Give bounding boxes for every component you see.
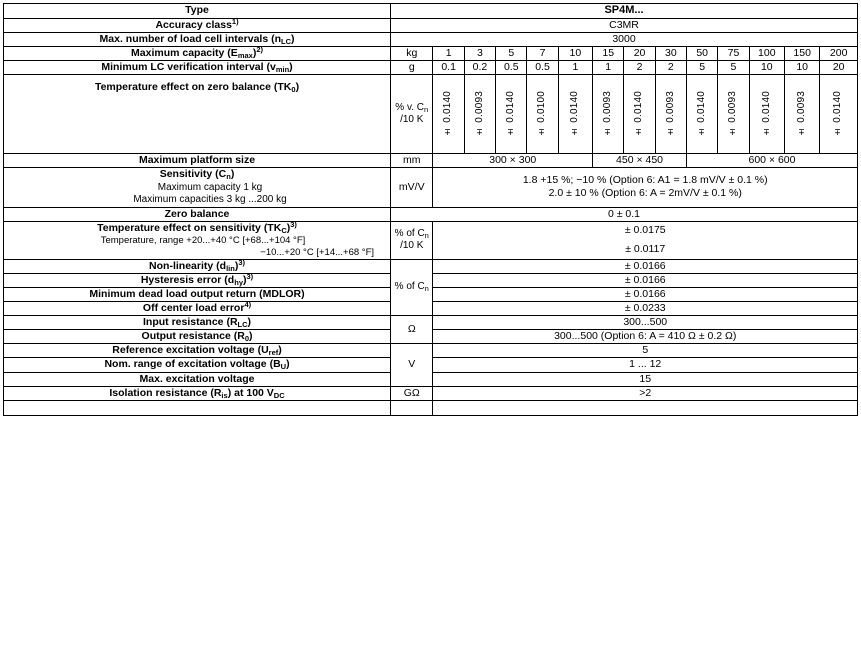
tk0-value: ± 0.0093 <box>727 91 739 138</box>
off-center-label-pre: Off center load error <box>142 301 245 314</box>
row-unit-errors <box>391 259 433 316</box>
table-row-platform-size <box>4 154 858 168</box>
row-label-zero-balance: Zero balance <box>4 207 391 221</box>
vmin-label-pre: Minimum LC verification interval (v <box>101 61 276 74</box>
reference-excitation-label-post: ) <box>278 344 282 357</box>
table-row-partial <box>4 400 858 415</box>
reference-excitation-label-pre: Reference excitation voltage (U <box>112 344 269 357</box>
tk0-cell <box>496 75 527 154</box>
row-label-input-resistance <box>4 316 391 330</box>
row-label-output-resistance <box>4 330 391 344</box>
row-value-mdlor: ± 0.0166 <box>433 287 858 301</box>
input-resistance-label-sub: LC <box>237 320 248 329</box>
sensitivity-value-line1: 1.8 +15 %; −10 % (Option 6: A1 = 1.8 mV/V ± 0.1 %) <box>522 174 768 187</box>
tk0-cell <box>464 75 495 154</box>
vmin-cell: 1 <box>593 61 624 75</box>
tk0-value: ± 0.0093 <box>473 91 485 138</box>
vmin-cell: 0.2 <box>464 61 495 75</box>
capacity-cell: 5 <box>496 47 527 61</box>
tk0-value: ± 0.0093 <box>664 91 676 138</box>
row-unit-vmin: g <box>391 61 433 75</box>
nominal-excitation-label-sub: U <box>280 362 287 372</box>
max-capacity-label-pre: Maximum capacity (E <box>131 47 238 59</box>
row-value-nominal-excitation-range: 1 ... 12 <box>433 358 858 372</box>
row-value-lc-intervals: 3000 <box>391 32 858 46</box>
vmin-label-post: ) <box>289 61 293 74</box>
lc-intervals-label-pre: Max. number of load cell intervals (n <box>99 32 281 45</box>
tk0-value: ± 0.0140 <box>569 91 581 138</box>
row-value-non-linearity: ± 0.0166 <box>433 259 858 273</box>
tkc-label-sub: C <box>281 225 287 235</box>
capacity-cell: 200 <box>820 47 858 61</box>
max-capacity-label-sub: max <box>237 51 253 60</box>
table-row-tkc <box>4 221 858 240</box>
tk0-value: ± 0.0140 <box>760 91 772 138</box>
table-row-vmin <box>4 61 858 75</box>
tk0-cell <box>718 75 749 154</box>
tk0-cell <box>687 75 718 154</box>
max-capacity-footnote-marker: 2) <box>256 45 263 54</box>
capacity-cell: 150 <box>784 47 819 61</box>
table-row-tk0 <box>4 75 858 154</box>
row-value-sensitivity <box>433 168 858 207</box>
row-value-input-resistance: 300...500 <box>433 316 858 330</box>
row-value-tkc-1: ± 0.0175 <box>433 221 858 240</box>
row-unit-sensitivity: mV/V <box>391 168 433 207</box>
capacity-cell: 100 <box>749 47 784 61</box>
row-value-output-resistance: 300...500 (Option 6: A = 410 Ω ± 0.2 Ω) <box>433 330 858 344</box>
isolation-label-pre: Isolation resistance (R <box>109 386 222 399</box>
accuracy-label-text: Accuracy class <box>155 18 232 31</box>
row-value-max-excitation: 15 <box>433 372 858 386</box>
specification-table <box>3 3 858 416</box>
input-resistance-label-pre: Input resistance (R <box>143 316 238 328</box>
tk0-value: ± 0.0140 <box>695 91 707 138</box>
tkc-footnote-marker: 3) <box>290 219 297 229</box>
row-label-off-center-load <box>4 301 391 315</box>
row-unit-resistance: Ω <box>391 316 433 344</box>
tk0-cell <box>433 75 464 154</box>
vmin-cell: 1 <box>558 61 592 75</box>
table-row-lc-intervals <box>4 32 858 46</box>
table-row-accuracy-class <box>4 18 858 32</box>
tk0-cell <box>558 75 592 154</box>
isolation-label-post: ) at 100 V <box>227 386 274 399</box>
tkc-range-1: Temperature, range +20...+40 °C [+68...+104 °F] <box>100 234 306 246</box>
row-unit-isolation-resistance: GΩ <box>391 386 433 400</box>
row-value-reference-excitation: 5 <box>433 344 858 358</box>
hysteresis-label-sub: hy <box>234 277 243 287</box>
row-label-hysteresis <box>4 273 391 287</box>
row-value-isolation-resistance: >2 <box>433 386 858 400</box>
platform-size-cell: 600 × 600 <box>687 154 858 168</box>
vmin-cell: 0.5 <box>527 61 558 75</box>
nominal-excitation-label-pre: Nom. range of excitation voltage (B <box>104 358 281 371</box>
sensitivity-sublabel-2: Maximum capacities 3 kg ...200 kg <box>133 194 287 205</box>
row-label-lc-intervals <box>4 32 391 46</box>
sensitivity-label-sub: n <box>226 172 231 182</box>
row-label-tk0 <box>4 75 391 154</box>
isolation-label-sub: is <box>221 390 228 400</box>
row-label-platform-size: Maximum platform size <box>4 154 391 168</box>
capacity-cell: 20 <box>624 47 655 61</box>
vmin-cell: 2 <box>624 61 655 75</box>
sensitivity-label-main <box>160 168 235 180</box>
row-label-sensitivity <box>4 168 391 207</box>
capacity-cell: 50 <box>687 47 718 61</box>
tk0-label-post: ) <box>295 81 300 94</box>
row-unit-tkc <box>391 221 433 259</box>
tkc-label-post: ) <box>286 221 291 234</box>
tk0-unit-line1: % v. C <box>395 101 425 113</box>
tk0-value: ± 0.0140 <box>832 91 844 138</box>
vmin-cell: 2 <box>655 61 686 75</box>
row-label-vmin <box>4 61 391 75</box>
row-unit-platform-size: mm <box>391 154 433 168</box>
tk0-cell <box>655 75 686 154</box>
tk0-cell <box>749 75 784 154</box>
vmin-cell: 10 <box>749 61 784 75</box>
hysteresis-label-pre: Hysteresis error (d <box>140 273 235 286</box>
non-linearity-label-sub: lin <box>226 263 235 273</box>
row-label-tkc <box>4 221 391 259</box>
table-row-input-resistance <box>4 316 858 330</box>
row-label-max-excitation: Max. excitation voltage <box>4 372 391 386</box>
table-row-zero-balance <box>4 207 858 221</box>
isolation-label-sub2: DC <box>273 390 285 400</box>
max-capacity-label-post: ) <box>252 47 257 59</box>
accuracy-footnote-marker: 1) <box>231 16 239 26</box>
non-linearity-footnote-marker: 3) <box>238 257 245 267</box>
tk0-unit-sub: n <box>424 104 429 114</box>
hysteresis-label-post: ) <box>243 273 247 286</box>
table-row-isolation-resistance <box>4 386 858 400</box>
table-row-max-capacity <box>4 47 858 61</box>
tkc-unit-sub: n <box>424 230 429 240</box>
row-label-type: Type <box>4 4 391 19</box>
row-value-tkc-2: ± 0.0117 <box>433 240 858 259</box>
row-value-off-center-load: ± 0.0233 <box>433 301 858 315</box>
sensitivity-label-pre: Sensitivity (C <box>159 168 227 181</box>
tk0-value: ± 0.0093 <box>601 91 613 138</box>
input-resistance-label-post: ) <box>247 316 252 328</box>
capacity-cell: 1 <box>433 47 464 61</box>
vmin-cell: 0.5 <box>496 61 527 75</box>
row-label-mdlor: Minimum dead load output return (MDLOR) <box>4 287 391 301</box>
hysteresis-footnote-marker: 3) <box>246 271 254 281</box>
tkc-unit-line1: % of C <box>394 227 425 239</box>
tk0-unit-line2: /10 K <box>400 114 424 126</box>
platform-size-cell: 300 × 300 <box>433 154 593 168</box>
row-unit-voltage: V <box>391 344 433 386</box>
tkc-label-pre: Temperature effect on sensitivity (TK <box>97 221 282 234</box>
sensitivity-sublabel-1: Maximum capacity 1 kg <box>157 181 263 193</box>
row-value-accuracy-class: C3MR <box>391 18 858 32</box>
row-unit-tk0 <box>391 75 433 154</box>
tkc-label-main <box>97 219 297 235</box>
non-linearity-label-post: ) <box>234 259 239 272</box>
row-label-nominal-excitation-range <box>4 358 391 372</box>
platform-size-cell: 450 × 450 <box>593 154 687 168</box>
vmin-cell: 5 <box>718 61 749 75</box>
capacity-cell: 15 <box>593 47 624 61</box>
capacity-cell: 30 <box>655 47 686 61</box>
vmin-cell: 10 <box>784 61 819 75</box>
reference-excitation-label-sub: ref <box>268 348 279 358</box>
tk0-value: ± 0.0093 <box>795 91 807 138</box>
output-resistance-label-sub: 0 <box>244 334 249 344</box>
tk0-value: ± 0.0140 <box>633 91 645 138</box>
sensitivity-value-line2: 2.0 ± 10 % (Option 6: A = 2mV/V ± 0.1 %) <box>548 187 742 200</box>
row-value-hysteresis: ± 0.0166 <box>433 273 858 287</box>
tkc-unit-line2: /10 K <box>400 240 424 252</box>
vmin-cell: 20 <box>820 61 858 75</box>
tk0-cell <box>593 75 624 154</box>
off-center-footnote-marker: 4) <box>244 299 252 309</box>
tk0-cell <box>527 75 558 154</box>
sensitivity-label-post: ) <box>230 168 235 181</box>
row-value-zero-balance: 0 ± 0.1 <box>391 207 858 221</box>
row-label-isolation-resistance <box>4 386 391 400</box>
row-unit-max-capacity: kg <box>391 47 433 61</box>
table-row-type <box>4 4 858 19</box>
capacity-cell: 75 <box>718 47 749 61</box>
tk0-cell <box>784 75 819 154</box>
row-label-reference-excitation <box>4 344 391 358</box>
output-resistance-label-post: ) <box>248 330 253 343</box>
lc-intervals-label-sub: LC <box>281 36 291 46</box>
non-linearity-label-pre: Non-linearity (d <box>149 259 227 272</box>
tk0-label-pre: Temperature effect on zero balance (TK <box>94 81 292 94</box>
tk0-cell <box>820 75 858 154</box>
row-label-accuracy-class <box>4 18 391 32</box>
row-value-type: SP4M... <box>391 4 858 19</box>
tk0-value: ± 0.0140 <box>442 91 454 138</box>
lc-intervals-label-post: ) <box>291 32 295 45</box>
tk0-value: ± 0.0140 <box>505 91 516 138</box>
table-row-non-linearity <box>4 259 858 273</box>
tk0-cell <box>624 75 655 154</box>
vmin-cell: 5 <box>687 61 718 75</box>
capacity-cell: 7 <box>527 47 558 61</box>
vmin-cell: 0.1 <box>433 61 464 75</box>
tk0-label-sub: 0 <box>291 85 296 95</box>
capacity-cell: 3 <box>464 47 495 61</box>
table-row-reference-excitation <box>4 344 858 358</box>
capacity-cell: 10 <box>558 47 592 61</box>
table-row-sensitivity <box>4 168 858 207</box>
row-label-max-capacity <box>4 47 391 61</box>
row-label-non-linearity <box>4 259 391 273</box>
output-resistance-label-pre: Output resistance (R <box>141 330 245 343</box>
errors-unit-sub: n <box>424 284 429 293</box>
errors-unit-pre: % of C <box>394 281 425 292</box>
tkc-range-2: −10...+20 °C [+14...+68 °F] <box>260 246 375 258</box>
tk0-value: ± 0.0100 <box>536 91 548 138</box>
vmin-label-sub: min <box>275 65 290 75</box>
nominal-excitation-label-post: ) <box>286 358 290 371</box>
